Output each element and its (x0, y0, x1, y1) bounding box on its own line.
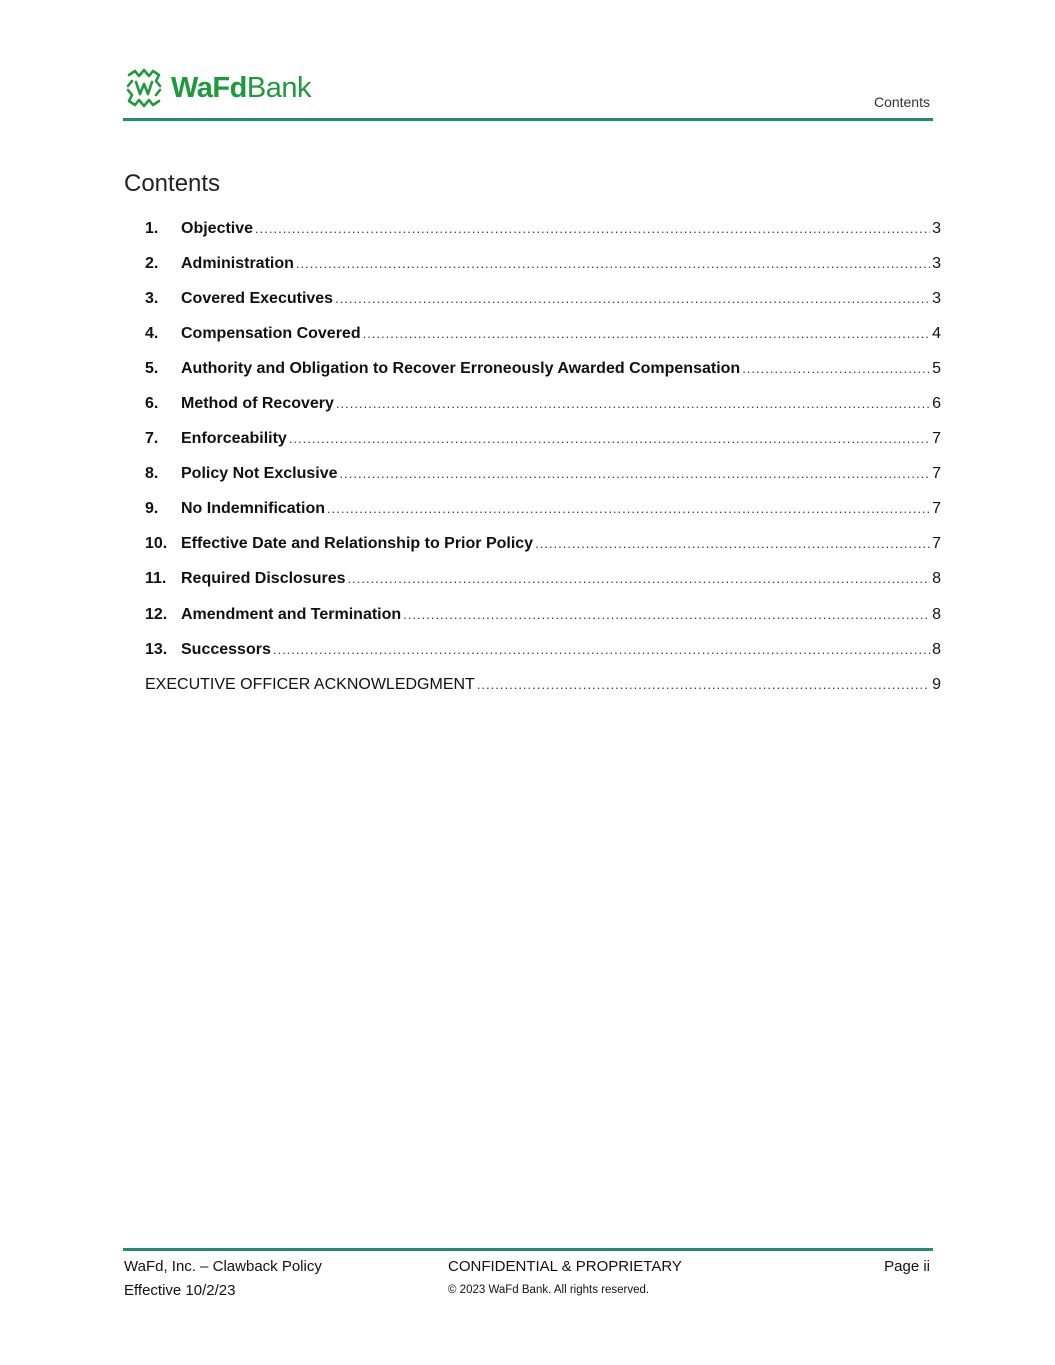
toc-entry-page[interactable]: 4 (932, 324, 941, 342)
toc-entry[interactable] (145, 492, 941, 527)
table-of-contents (145, 211, 941, 702)
toc-dot-leader (273, 642, 930, 658)
footer-page-number: Page ii (884, 1258, 930, 1275)
toc-entry[interactable] (145, 457, 941, 492)
toc-entry-number: 13. (145, 640, 168, 658)
footer-effective-date: Effective 10/2/23 (124, 1282, 236, 1299)
toc-entry-title[interactable]: Amendment and Termination (181, 605, 402, 623)
toc-entry-number: 9. (145, 500, 159, 518)
wafd-emblem-icon (123, 67, 165, 109)
toc-entry[interactable] (145, 246, 941, 281)
toc-dot-leader (348, 571, 931, 587)
toc-dot-leader (296, 256, 930, 272)
toc-dot-leader (336, 396, 930, 412)
toc-entry[interactable] (145, 351, 941, 386)
toc-entry-title[interactable]: Objective (181, 219, 254, 237)
toc-entry-number: 2. (145, 254, 159, 272)
toc-entry-page[interactable]: 7 (932, 430, 941, 448)
toc-entry-number: 5. (145, 359, 159, 377)
toc-entry[interactable] (145, 632, 941, 667)
toc-entry[interactable] (145, 211, 941, 246)
toc-dot-leader (289, 431, 930, 447)
toc-entry-title[interactable]: Required Disclosures (181, 570, 346, 588)
logo-wafd-text: WaFd (171, 71, 247, 104)
toc-entry-page[interactable]: 3 (932, 289, 941, 307)
toc-heading: Contents (124, 170, 221, 197)
toc-entry-number: 7. (145, 430, 159, 448)
toc-entry-title[interactable]: Successors (181, 640, 271, 658)
footer-doc-title: WaFd, Inc. – Clawback Policy (124, 1258, 322, 1275)
toc-entry-number: 12. (145, 605, 168, 623)
toc-entry-title[interactable]: No Indemnification (181, 500, 325, 518)
toc-dot-leader (335, 291, 930, 307)
toc-entry-title[interactable]: Method of Recovery (181, 395, 334, 413)
toc-entry-page[interactable]: 9 (932, 675, 941, 693)
wafd-logo (123, 66, 311, 110)
toc-dot-leader (340, 466, 931, 482)
toc-entry-page[interactable]: 3 (932, 254, 941, 272)
toc-entry[interactable] (145, 422, 941, 457)
toc-entry-page[interactable]: 7 (932, 465, 941, 483)
toc-dot-leader (477, 677, 930, 693)
toc-entry-number: 6. (145, 395, 159, 413)
toc-entry-number: 3. (145, 289, 159, 307)
toc-entry-title[interactable]: EXECUTIVE OFFICER ACKNOWLEDGMENT (145, 675, 475, 693)
footer-copyright: © 2023 WaFd Bank. All rights reserved. (448, 1284, 650, 1296)
toc-entry-number: 4. (145, 324, 159, 342)
toc-dot-leader (255, 221, 930, 237)
toc-dot-leader (327, 501, 930, 517)
toc-entry-title[interactable]: Administration (181, 254, 294, 272)
toc-entry-title[interactable]: Covered Executives (181, 289, 334, 307)
toc-dot-leader (363, 326, 931, 342)
toc-entry-page[interactable]: 3 (932, 219, 941, 237)
header-divider (123, 118, 933, 121)
toc-entry-number: 8. (145, 465, 159, 483)
toc-entry[interactable] (145, 527, 941, 562)
toc-entry-number: 10. (145, 535, 168, 553)
toc-entry-page[interactable]: 8 (932, 570, 941, 588)
toc-entry[interactable] (145, 386, 941, 421)
footer-divider (123, 1248, 933, 1251)
toc-entry-title[interactable]: Enforceability (181, 430, 287, 448)
toc-entry-page[interactable]: 6 (932, 395, 941, 413)
toc-entry[interactable] (145, 597, 941, 632)
toc-entry-title[interactable]: Effective Date and Relationship to Prior Policy (181, 535, 534, 553)
toc-entry[interactable] (145, 667, 941, 702)
toc-dot-leader (742, 361, 930, 377)
toc-entry-page[interactable]: 8 (932, 605, 941, 623)
toc-dot-leader (403, 607, 930, 623)
toc-entry[interactable] (145, 562, 941, 597)
toc-entry-page[interactable]: 8 (932, 640, 941, 658)
toc-entry-page[interactable]: 5 (932, 359, 941, 377)
toc-entry-number: 1. (145, 219, 159, 237)
logo-bank-text: Bank (246, 71, 311, 104)
toc-entry-page[interactable]: 7 (932, 500, 941, 518)
toc-entry-title[interactable]: Policy Not Exclusive (181, 465, 338, 483)
toc-dot-leader (535, 536, 930, 552)
toc-entry[interactable] (145, 316, 941, 351)
toc-entry-title[interactable]: Authority and Obligation to Recover Erroneously Awarded Compensation (181, 359, 741, 377)
toc-entry[interactable] (145, 281, 941, 316)
header-section-label: Contents (873, 94, 930, 110)
toc-entry-title[interactable]: Compensation Covered (181, 324, 361, 342)
footer-confidential: CONFIDENTIAL & PROPRIETARY (448, 1258, 682, 1275)
toc-entry-number: 11. (145, 570, 167, 588)
toc-entry-page[interactable]: 7 (932, 535, 941, 553)
logo-wordmark (171, 71, 311, 104)
